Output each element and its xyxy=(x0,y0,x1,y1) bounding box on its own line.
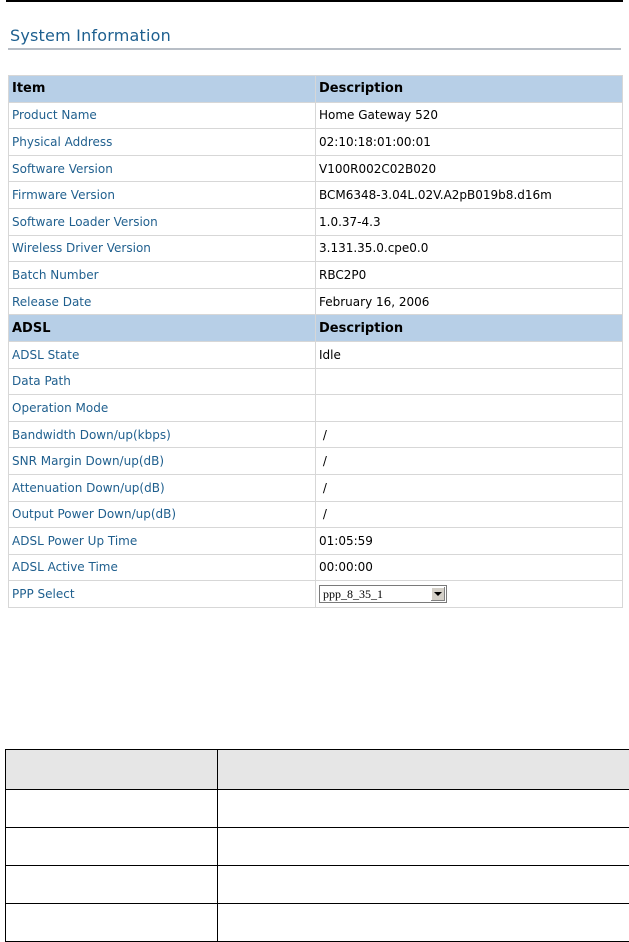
row-label: Batch Number xyxy=(9,262,316,289)
row-label: SNR Margin Down/up(dB) xyxy=(9,448,316,475)
blank-table-row xyxy=(6,866,629,904)
table-row xyxy=(9,474,623,501)
row-value: 01:05:59 xyxy=(316,528,623,555)
row-label: ADSL Active Time xyxy=(9,554,316,581)
blank-cell xyxy=(218,866,629,904)
blank-cell xyxy=(6,750,218,790)
page-title: System Information xyxy=(10,26,171,45)
row-value: 02:10:18:01:00:01 xyxy=(316,129,623,156)
blank-table xyxy=(5,749,629,942)
blank-table-row xyxy=(6,904,629,942)
row-label: Data Path xyxy=(9,368,316,395)
row-label: Operation Mode xyxy=(9,395,316,422)
blank-table-header-row xyxy=(6,750,629,790)
row-value: 3.131.35.0.cpe0.0 xyxy=(316,235,623,262)
ppp-select-cell xyxy=(316,581,623,608)
row-value xyxy=(316,368,623,395)
row-value: BCM6348-3.04L.02V.A2pB019b8.d16m xyxy=(316,182,623,209)
row-label: Product Name xyxy=(9,102,316,129)
table-row xyxy=(9,235,623,262)
row-label: Firmware Version xyxy=(9,182,316,209)
table-row xyxy=(9,182,623,209)
table-row xyxy=(9,528,623,555)
blank-cell xyxy=(6,866,218,904)
row-value: Home Gateway 520 xyxy=(316,102,623,129)
table-row xyxy=(9,501,623,528)
row-label: Output Power Down/up(dB) xyxy=(9,501,316,528)
table-row xyxy=(9,448,623,475)
column-header-item: Item xyxy=(9,76,316,103)
table-row xyxy=(9,262,623,289)
row-value: 1.0.37-4.3 xyxy=(316,208,623,235)
table-row xyxy=(9,395,623,422)
ppp-select-dropdown[interactable] xyxy=(319,585,447,603)
blank-cell xyxy=(6,904,218,942)
row-label: Software Version xyxy=(9,155,316,182)
row-label: Release Date xyxy=(9,288,316,315)
row-label: Attenuation Down/up(dB) xyxy=(9,474,316,501)
row-label: Software Loader Version xyxy=(9,208,316,235)
row-value: February 16, 2006 xyxy=(316,288,623,315)
table-row xyxy=(9,102,623,129)
row-label: Bandwidth Down/up(kbps) xyxy=(9,421,316,448)
top-rule xyxy=(6,0,623,2)
row-value: / xyxy=(316,474,623,501)
table-header-row xyxy=(9,76,623,103)
table-row xyxy=(9,368,623,395)
row-label: Wireless Driver Version xyxy=(9,235,316,262)
blank-cell xyxy=(6,828,218,866)
row-value: / xyxy=(316,421,623,448)
row-value: 00:00:00 xyxy=(316,554,623,581)
blank-cell xyxy=(6,790,218,828)
ppp-select-value: ppp_8_35_1 xyxy=(323,587,383,602)
row-value: / xyxy=(316,501,623,528)
blank-cell xyxy=(218,828,629,866)
ppp-select-row xyxy=(9,581,623,608)
row-value xyxy=(316,395,623,422)
row-label: ADSL State xyxy=(9,341,316,368)
column-header-description: Description xyxy=(316,315,623,342)
blank-cell xyxy=(218,904,629,942)
table-row xyxy=(9,421,623,448)
system-info-table xyxy=(8,75,623,608)
table-row xyxy=(9,288,623,315)
row-value: / xyxy=(316,448,623,475)
row-value: V100R002C02B020 xyxy=(316,155,623,182)
row-value: Idle xyxy=(316,341,623,368)
table-row xyxy=(9,155,623,182)
table-row xyxy=(9,341,623,368)
row-value: RBC2P0 xyxy=(316,262,623,289)
blank-table-row xyxy=(6,790,629,828)
ppp-select-label: PPP Select xyxy=(9,581,316,608)
table-row xyxy=(9,208,623,235)
column-header-adsl: ADSL xyxy=(9,315,316,342)
blank-cell xyxy=(218,790,629,828)
row-label: Physical Address xyxy=(9,129,316,156)
column-header-description: Description xyxy=(316,76,623,103)
chevron-down-icon[interactable] xyxy=(430,587,445,601)
blank-cell xyxy=(218,750,629,790)
table-row xyxy=(9,129,623,156)
row-label: ADSL Power Up Time xyxy=(9,528,316,555)
table-row xyxy=(9,554,623,581)
adsl-header-row xyxy=(9,315,623,342)
title-divider xyxy=(8,48,621,50)
blank-table-row xyxy=(6,828,629,866)
